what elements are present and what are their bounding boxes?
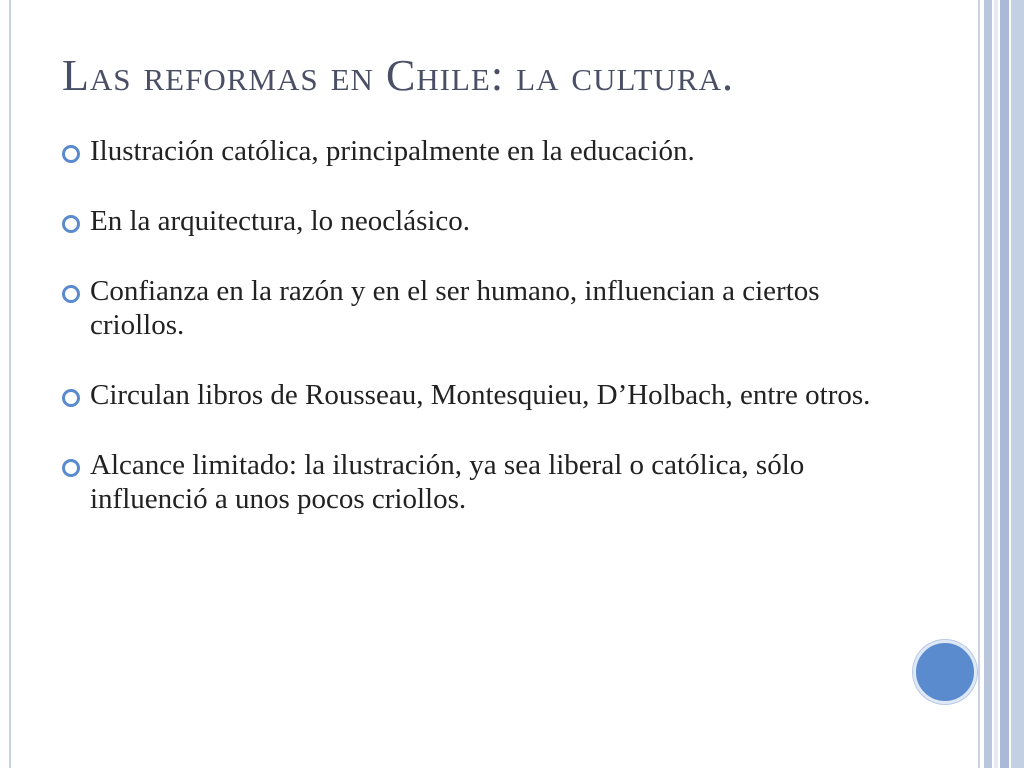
bullet-item: [62, 274, 902, 342]
bullet-item: [62, 204, 902, 238]
decorative-stripe: [978, 0, 980, 768]
bullet-text: Circulan libros de Rousseau, Montesquieu, D’Holbach, entre otros.: [90, 379, 871, 411]
ring-bullet-icon: [62, 145, 80, 163]
bullet-text: En la arquitectura, lo neoclásico.: [90, 205, 471, 237]
bullet-item: [62, 134, 902, 168]
bullet-item: [62, 378, 902, 412]
decorative-stripe: [1011, 0, 1024, 768]
left-frame-line: [9, 0, 11, 768]
bullet-text: Alcance limitado: la ilustración, ya sea liberal o católica, sólo influenció a unos pocos criollos.: [90, 449, 805, 515]
decorative-stripe: [1000, 0, 1009, 768]
ring-bullet-icon: [62, 389, 80, 407]
decorative-stripe: [984, 0, 992, 768]
bullet-list: [62, 134, 902, 552]
decorative-stripe: [994, 0, 998, 768]
bullet-item: [62, 448, 902, 516]
decorative-circle: [913, 640, 977, 704]
slide-title: Las reformas en Chile: la cultura.: [62, 51, 734, 100]
bullet-text: Ilustración católica, principalmente en la educación.: [90, 135, 695, 167]
ring-bullet-icon: [62, 285, 80, 303]
ring-bullet-icon: [62, 215, 80, 233]
ring-bullet-icon: [62, 459, 80, 477]
bullet-text: Confianza en la razón y en el ser humano, influencian a ciertos criollos.: [90, 275, 820, 341]
